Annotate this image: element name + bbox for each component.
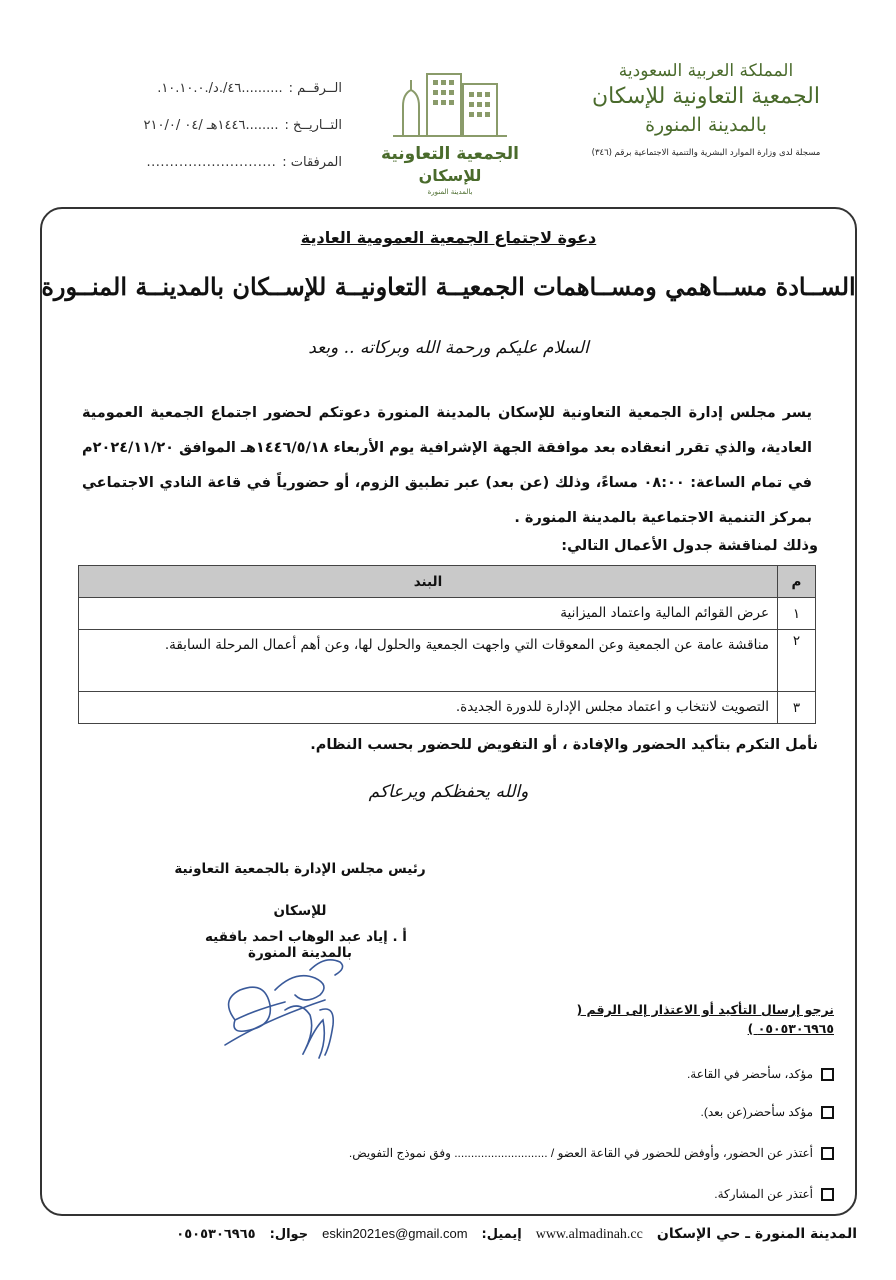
footer-email[interactable]: eskin2021es@gmail.com	[322, 1226, 468, 1241]
checkbox[interactable]	[821, 1068, 834, 1081]
agenda-row	[79, 692, 816, 724]
rsvp-option-decline[interactable]	[714, 1187, 834, 1201]
closing-line: نأمل التكرم بتأكيد الحضور والإفادة ، أو التفويض للحضور بحسب النظام.	[310, 737, 818, 753]
date-row	[42, 107, 342, 144]
footer-email-label: إيميل:	[481, 1227, 522, 1242]
checkbox[interactable]	[821, 1188, 834, 1201]
rsvp-option-label: مؤكد سأحضر(عن بعد).	[700, 1105, 813, 1119]
date-value: ........١٤٤٦هـ /٠٤ /٢١٠/٠	[143, 118, 279, 133]
agenda-row-num: ١	[778, 598, 816, 630]
agenda-row-item: عرض القوائم المالية واعتماد الميزانية	[79, 598, 778, 630]
salutation: السلام عليكم ورحمة الله وبركاته .. وبعد	[308, 338, 589, 358]
ref-row	[42, 70, 342, 107]
agenda-row-item: مناقشة عامة عن الجمعية وعن المعوقات التي واجهت الجمعية والحلول لها، وعن أهم أعمال المرحلة السابقة.	[79, 630, 778, 692]
checkbox[interactable]	[821, 1106, 834, 1119]
letter-title: دعوة لاجتماع الجمعية العمومية العادية	[300, 228, 597, 247]
footer-website[interactable]: www.almadinah.cc	[535, 1227, 643, 1242]
checkbox[interactable]	[821, 1147, 834, 1160]
rsvp-option-label: أعتذر عن المشاركة.	[714, 1187, 813, 1201]
rsvp-request	[576, 1000, 834, 1038]
agenda-row-num: ٢	[778, 630, 816, 692]
rsvp-option-label: مؤكد، سأحضر في القاعة.	[686, 1067, 813, 1081]
agenda-intro: وذلك لمناقشة جدول الأعمال التالي:	[561, 538, 818, 554]
dua-calligraphy: والله يحفظكم ويرعاكم	[368, 782, 529, 802]
rsvp-option-label: أعتذر عن الحضور، وأوفض للحضور في القاعة العضو / ............................ وفق نموذج التفويض.	[348, 1146, 813, 1160]
rsvp-line1: نرجو إرسال التأكيد أو الاعتذار إلى الرقم (	[576, 1002, 834, 1017]
org-city: بالمدينة المنورة	[645, 114, 767, 136]
signatory-name: أ . إياد عبد الوهاب احمد بافقيه	[205, 929, 407, 945]
footer-city: المدينة المنورة ـ حي الإسكان	[656, 1226, 857, 1242]
attachments-label: المرفقات :	[282, 155, 342, 170]
rsvp-line2: ٠٥٠٥٣٠٦٩٦٥ )	[747, 1021, 834, 1036]
agenda-row	[79, 598, 816, 630]
agenda-row	[79, 630, 816, 692]
ref-value: ..........٤٦/.د/.١٠.١٠.٠.	[157, 81, 283, 96]
handwritten-signature	[215, 950, 355, 1065]
agenda-row-num: ٣	[778, 692, 816, 724]
footer	[40, 1226, 857, 1243]
signatory-line1: رئيس مجلس الإدارة بالجمعية التعاونية للإسكان	[174, 861, 426, 919]
agenda-header-row	[79, 566, 816, 598]
rsvp-option-attend-hall[interactable]	[687, 1067, 834, 1081]
org-logo	[365, 66, 535, 206]
agenda-col-num: م	[778, 566, 816, 598]
agenda-col-item: البند	[79, 566, 778, 598]
kingdom-name: المملكة العربية السعودية	[618, 61, 794, 81]
letter-heading: الســادة مســاهمي ومســاهمات الجمعيــة التعاونيــة للإســكان بالمدينــة المنــورة	[41, 272, 856, 301]
date-label: التــاريــخ :	[284, 118, 342, 133]
agenda-table	[78, 565, 816, 724]
reference-block	[42, 70, 342, 181]
logo-text-line2: للإسكان	[418, 166, 482, 185]
rsvp-option-proxy[interactable]	[349, 1146, 834, 1160]
attachments-value: ............................	[146, 155, 277, 170]
footer-mobile: ٠٥٠٥٣٠٦٩٦٥	[176, 1227, 256, 1242]
footer-mobile-label: جوال:	[269, 1227, 309, 1242]
rsvp-option-attend-remote[interactable]	[700, 1105, 834, 1119]
logo-text-line1: الجمعية التعاونية	[381, 144, 519, 164]
registration-note: مسجلة لدى وزارة الموارد البشرية والتنمية الاجتماعية برقم (٣٤٦)	[591, 148, 821, 158]
attachments-row	[42, 144, 342, 181]
buildings-logo-icon	[383, 66, 513, 140]
agenda-row-item: التصويت لانتخاب و اعتماد مجلس الإدارة للدورة الجديدة.	[79, 692, 778, 724]
logo-text-line3: بالمدينة المنورة	[427, 188, 473, 196]
invitation-paragraph: يسر مجلس إدارة الجمعية التعاونية للإسكان بالمدينة المنورة دعوتكم لحضور اجتماع الجمعية العمومية العادية، والذي تقرر انعقاده بعد موافقة الجهة الإشرافية يوم الأربعاء ١٤٤٦/٥/١٨هـ الموافق ٢٠٢٤/١١/٢٠م في تمام الساعة: ٠٨:٠٠ مساءً، وذلك (عن بعد) عبر تطبيق الزوم، أو حضورياً في قاعة النادي الاجتماعي بمركز التنمية الاجتماعية بالمدينة المنورة .	[82, 405, 812, 526]
org-name: الجمعية التعاونية للإسكان	[592, 84, 820, 109]
letterhead-org	[556, 60, 856, 158]
ref-label: الــرقــم :	[288, 81, 342, 96]
signatory-line2: بالمدينة المنورة	[248, 945, 352, 961]
